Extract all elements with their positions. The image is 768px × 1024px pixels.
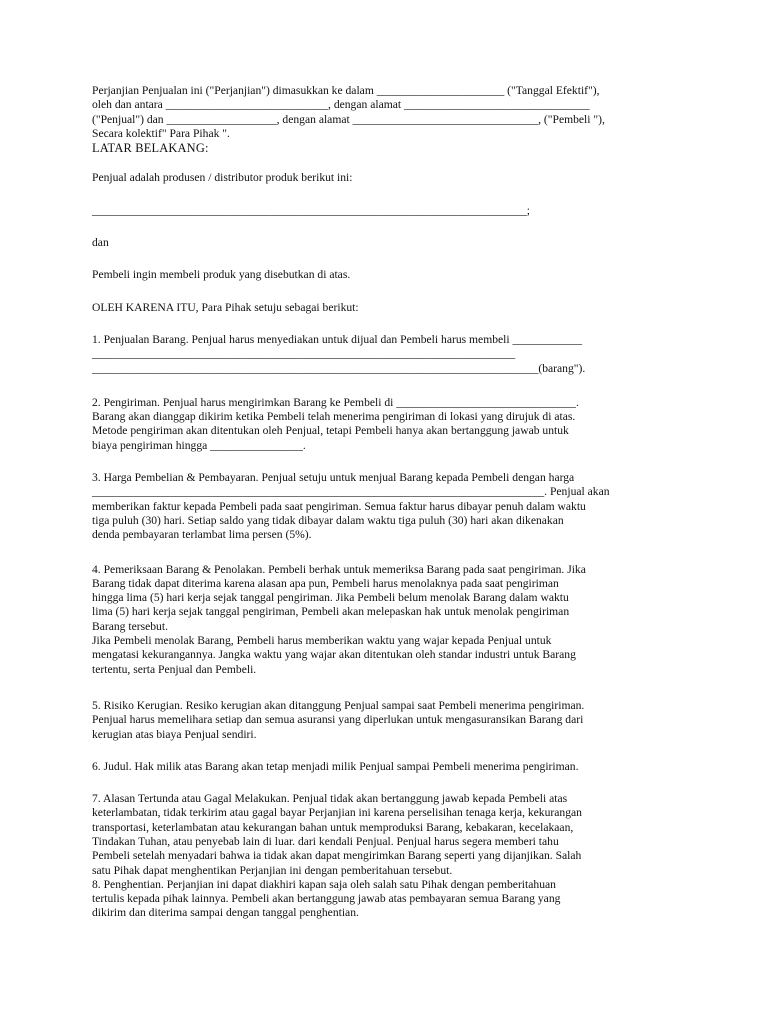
clause-line: keterlambatan, tidak terkirim atau gagal bayar Perjanjian ini karena perselisihan tenaga kerja, kekurangan xyxy=(92,806,582,820)
product-blank-text: ___________________________________________________________________________; xyxy=(92,203,530,217)
clause-line: dikirim dan diterima sampai dengan tanggal penghentian. xyxy=(92,906,359,920)
clause-line: kerugian atas biaya Penjual sendiri. xyxy=(92,727,257,741)
clause-line: _____________________________________________________________________________(barang"). xyxy=(92,361,586,375)
intro-line: ("Penjual") dan ___________________, dengan alamat ________________________________, ("Pembeli "), xyxy=(92,112,605,126)
clause-line: Pembeli setelah menyadari bahwa ia tidak akan dapat mengirimkan Barang seperti yang dijanjikan. Salah xyxy=(92,849,582,863)
clause-line: 4. Pemeriksaan Barang & Penolakan. Pembeli berhak untuk memeriksa Barang pada saat pengiriman. Jika xyxy=(92,562,586,576)
clause-line: 5. Risiko Kerugian. Resiko kerugian akan ditanggung Penjual sampai saat Pembeli menerima pengiriman. xyxy=(92,698,585,712)
background-heading-text: LATAR BELAKANG: xyxy=(92,141,209,156)
clause-line: lima (5) hari kerja sejak tanggal pengiriman, Pembeli akan melepaskan hak untuk menolak pengiriman xyxy=(92,605,570,619)
clause-line: Jika Pembeli menolak Barang, Pembeli harus memberikan waktu yang wajar kepada Penjual untuk xyxy=(92,634,552,648)
clause-line: _________________________________________________________________________ xyxy=(92,347,516,361)
intro-line: oleh dan antara ____________________________, dengan alamat ________________________________ xyxy=(92,98,590,112)
clause-line: Barang tidak dapat diterima karena alasan apa pun, Pembeli harus menolaknya pada saat pengiriman xyxy=(92,576,559,590)
clause-4-inspection-and-rejection xyxy=(92,563,692,677)
clause-line: Penjual harus memelihara setiap dan semua asuransi yang diperlukan untuk mengasuransikan Barang dari xyxy=(92,713,584,727)
product-blank-line xyxy=(92,204,692,218)
clause-line: Barang tersebut. xyxy=(92,619,168,633)
seller-statement xyxy=(92,171,692,185)
clause-line: 7. Alasan Tertunda atau Gagal Melakukan. Penjual tidak akan bertanggung jawab kepada Pembeli atas xyxy=(92,792,568,806)
clause-line: 1. Penjualan Barang. Penjual harus menyediakan untuk dijual dan Pembeli harus membeli ____________ xyxy=(92,332,583,346)
clause-line: tertulis kepada pihak lainnya. Pembeli akan bertanggung jawab atas pembayaran semua Barang yang xyxy=(92,892,561,906)
clause-line: Tindakan Tuhan, atau penyebab lain di luar. dari kendali Penjual. Penjual harus segera memberi tahu xyxy=(92,834,559,848)
clause-line: ______________________________________________________________________________. Penjual akan xyxy=(92,485,610,499)
clause-line: mengatasi kekurangannya. Jangka waktu yang wajar akan ditentukan oleh standar industri untuk Barang xyxy=(92,648,576,662)
clause-7-delay-or-failure xyxy=(92,792,692,878)
clause-3-price-and-payment xyxy=(92,471,692,542)
clause-5-risk-of-loss xyxy=(92,699,692,742)
and-word xyxy=(92,236,692,250)
clause-line: Metode pengiriman akan ditentukan oleh Penjual, tetapi Pembeli hanya akan bertanggung jawab untuk xyxy=(92,424,569,438)
clause-line: denda pembayaran terlambat lima persen (5%). xyxy=(92,528,312,542)
document-page xyxy=(92,84,692,921)
clause-line: tertentu, serta Penjual dan Pembeli. xyxy=(92,662,257,676)
buyer-statement-text: Pembeli ingin membeli produk yang disebutkan di atas. xyxy=(92,268,351,282)
clause-line: hingga lima (5) hari kerja sejak tanggal pengiriman. Jika Pembeli belum menolak Barang dalam waktu xyxy=(92,591,569,605)
intro-line: Secara kolektif" Para Pihak ". xyxy=(92,126,230,140)
clause-line: 3. Harga Pembelian & Pembayaran. Penjual setuju untuk menjual Barang kepada Pembeli dengan harga xyxy=(92,471,575,485)
clause-line: Barang akan dianggap dikirim ketika Pembeli telah menerima pengiriman di lokasi yang dirujuk di atas. xyxy=(92,410,576,424)
clause-6-title xyxy=(92,760,692,774)
clause-1-sale-of-goods xyxy=(92,333,692,376)
clause-line: 6. Judul. Hak milik atas Barang akan tetap menjadi milik Penjual sampai Pembeli menerima pengiriman. xyxy=(92,759,579,773)
and-word-text: dan xyxy=(92,236,109,250)
clause-line: memberikan faktur kepada Pembeli pada saat pengiriman. Semua faktur harus dibayar penuh dalam waktu xyxy=(92,499,586,513)
clause-line: 8. Penghentian. Perjanjian ini dapat diakhiri kapan saja oleh salah satu Pihak dengan pemberitahuan xyxy=(92,877,556,891)
therefore-statement xyxy=(92,301,692,315)
clause-line: tiga puluh (30) hari. Setiap saldo yang tidak dibayar dalam waktu tiga puluh (30) hari akan dikenakan xyxy=(92,513,564,527)
clause-8-termination xyxy=(92,878,692,921)
clause-line: satu Pihak dapat menghentikan Perjanjian ini dengan pemberitahuan tersebut. xyxy=(92,863,453,877)
seller-statement-text: Penjual adalah produsen / distributor produk berikut ini: xyxy=(92,171,353,185)
therefore-text: OLEH KARENA ITU, Para Pihak setuju sebagai berikut: xyxy=(92,300,359,314)
buyer-statement xyxy=(92,268,692,282)
clause-line: 2. Pengiriman. Penjual harus mengirimkan Barang ke Pembeli di _______________________________. xyxy=(92,395,579,409)
clause-line: transportasi, keterlambatan atau kekurangan bahan untuk memproduksi Barang, kebakaran, kecelakaan, xyxy=(92,820,574,834)
clause-2-delivery xyxy=(92,396,692,453)
intro-paragraph xyxy=(92,84,692,141)
intro-line: Perjanjian Penjualan ini ("Perjanjian") dimasukkan ke dalam ______________________ ("Tanggal Efektif"), xyxy=(92,84,600,97)
background-heading xyxy=(92,141,692,155)
clause-line: biaya pengiriman hingga ________________. xyxy=(92,438,306,452)
